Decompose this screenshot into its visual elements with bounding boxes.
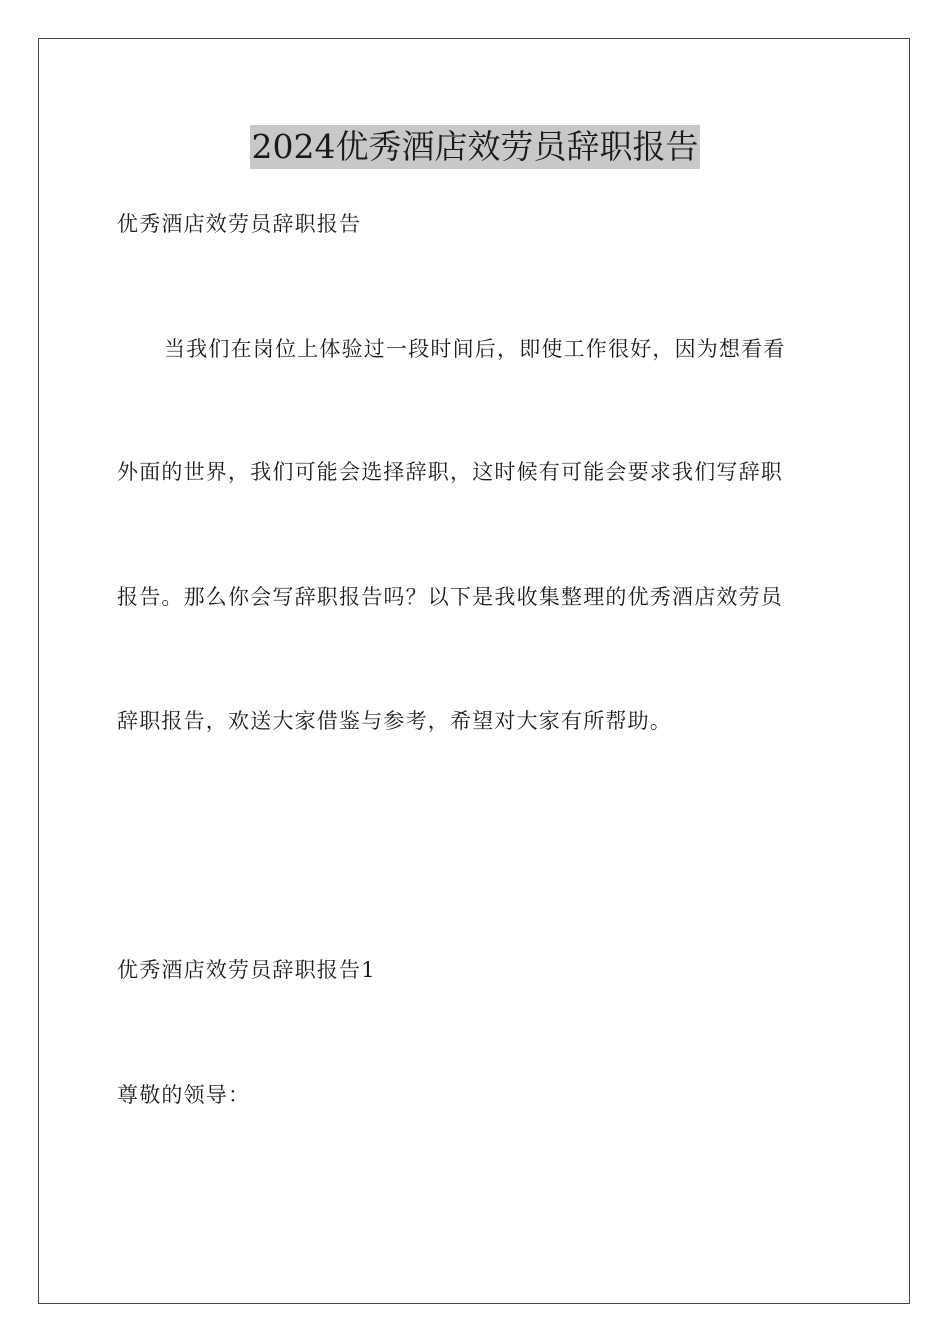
intro-paragraph-line-2: 外面的世界，我们可能会选择辞职，这时候有可能会要求我们写辞职 bbox=[117, 460, 783, 484]
intro-paragraph-line-4: 辞职报告，欢送大家借鉴与参考，希望对大家有所帮助。 bbox=[117, 709, 672, 733]
document-title: 2024优秀酒店效劳员辞职报告 bbox=[250, 125, 701, 169]
title-container bbox=[0, 125, 950, 169]
intro-paragraph-line-3: 报告。那么你会写辞职报告吗？以下是我收集整理的优秀酒店效劳员 bbox=[117, 585, 783, 609]
document-subtitle: 优秀酒店效劳员辞职报告 bbox=[117, 212, 362, 236]
salutation: 尊敬的领导： bbox=[117, 1083, 251, 1107]
intro-paragraph-line-1: 当我们在岗位上体验过一段时间后，即使工作很好，因为想看看 bbox=[164, 337, 786, 361]
section-heading: 优秀酒店效劳员辞职报告1 bbox=[117, 958, 376, 982]
